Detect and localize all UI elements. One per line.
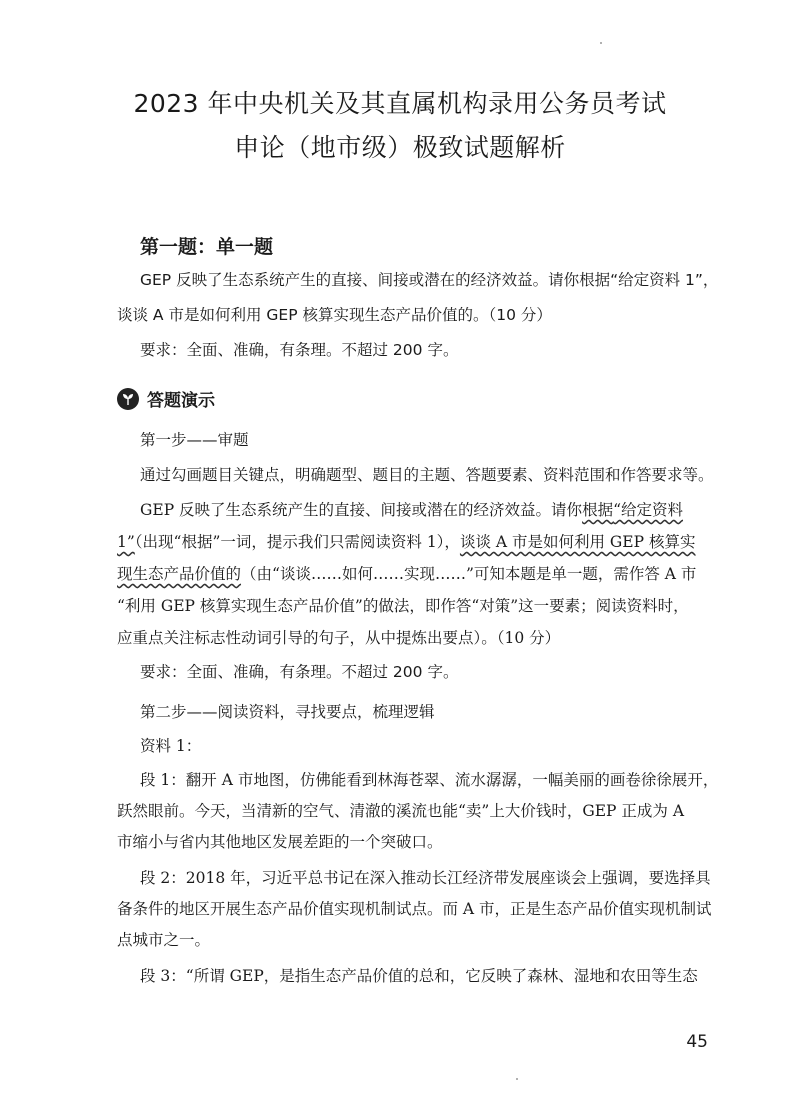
material-p1-line2: 跃然眼前。今天，当清新的空气、清澈的溪流也能“卖”上大价钱时，GEP 正成为 A: [117, 802, 685, 820]
material-p2-line2: 备条件的地区开展生态产品价值实现机制试点。而 A 市，正是生态产品价值实现机制试: [117, 900, 712, 918]
page-title-line2: 申论（地市级）极致试题解析: [234, 133, 566, 162]
step1-line2: GEP 反映了生态系统产生的直接、间接或潜在的经济效益。请你根据“给定资料: [140, 501, 684, 519]
step1-heading: 第一步——审题: [140, 431, 249, 449]
material-p2-line3: 点城市之一。: [117, 931, 211, 949]
scan-speck: [516, 1078, 518, 1080]
step1-line1: 通过勾画题目关键点，明确题型、题目的主题、答题要素、资料范围和作答要求等。: [140, 466, 714, 484]
material-p2-line1: 段 2：2018 年，习近平总书记在深入推动长江经济带发展座谈会上强调，要选择具: [140, 869, 711, 887]
step2-heading: 第二步——阅读资料，寻找要点，梳理逻辑: [140, 703, 435, 721]
material-p1-line3: 市缩小与省内其他地区发展差距的一个突破口。: [117, 833, 443, 851]
question-line2: 谈谈 A 市是如何利用 GEP 核算实现生态产品价值的。（10 分）: [117, 306, 552, 324]
material-p1-line1: 段 1：翻开 A 市地图，仿佛能看到林海苍翠、流水潺潺，一幅美丽的画卷徐徐展开，: [140, 771, 719, 789]
question-requirement: 要求：全面、准确，有条理。不超过 200 字。: [140, 341, 459, 359]
page-title-line1: 2023 年中央机关及其直属机构录用公务员考试: [133, 89, 667, 118]
step1-line6: 应重点关注标志性动词引导的句子，从中提炼出要点）。（10 分）: [117, 629, 561, 647]
step1-requirement: 要求：全面、准确，有条理。不超过 200 字。: [140, 663, 459, 681]
demo-heading: [117, 386, 215, 411]
question-line1: GEP 反映了生态系统产生的直接、间接或潜在的经济效益。请你根据“给定资料 1”，: [140, 271, 719, 289]
leaf-icon: [117, 388, 139, 410]
scan-speck: [600, 42, 602, 44]
step1-line4: 现生态产品价值的（由“谈谈……如何……实现……”可知本题是单一题，需作答 A 市: [117, 565, 697, 583]
step1-line5: “利用 GEP 核算实现生态产品价值”的做法，即作答“对策”这一要素；阅读资料时，: [117, 597, 689, 615]
keyword-tantan: 谈谈 A 市是如何利用 GEP 核算实: [459, 533, 696, 551]
page-number: 45: [686, 1032, 708, 1052]
material-label: 资料 1：: [140, 737, 202, 755]
demo-heading-label: 答题演示: [147, 391, 215, 411]
material-p3-line1: 段 3：“所谓 GEP，是指生态产品价值的总和，它反映了森林、湿地和农田等生态: [140, 967, 698, 985]
step1-line3: 1”（出现“根据”一词，提示我们只需阅读资料 1），谈谈 A 市是如何利用 GEP 核算实: [117, 533, 696, 551]
keyword-genju: 根据: [582, 501, 614, 519]
question-heading: 第一题：单一题: [140, 236, 274, 258]
